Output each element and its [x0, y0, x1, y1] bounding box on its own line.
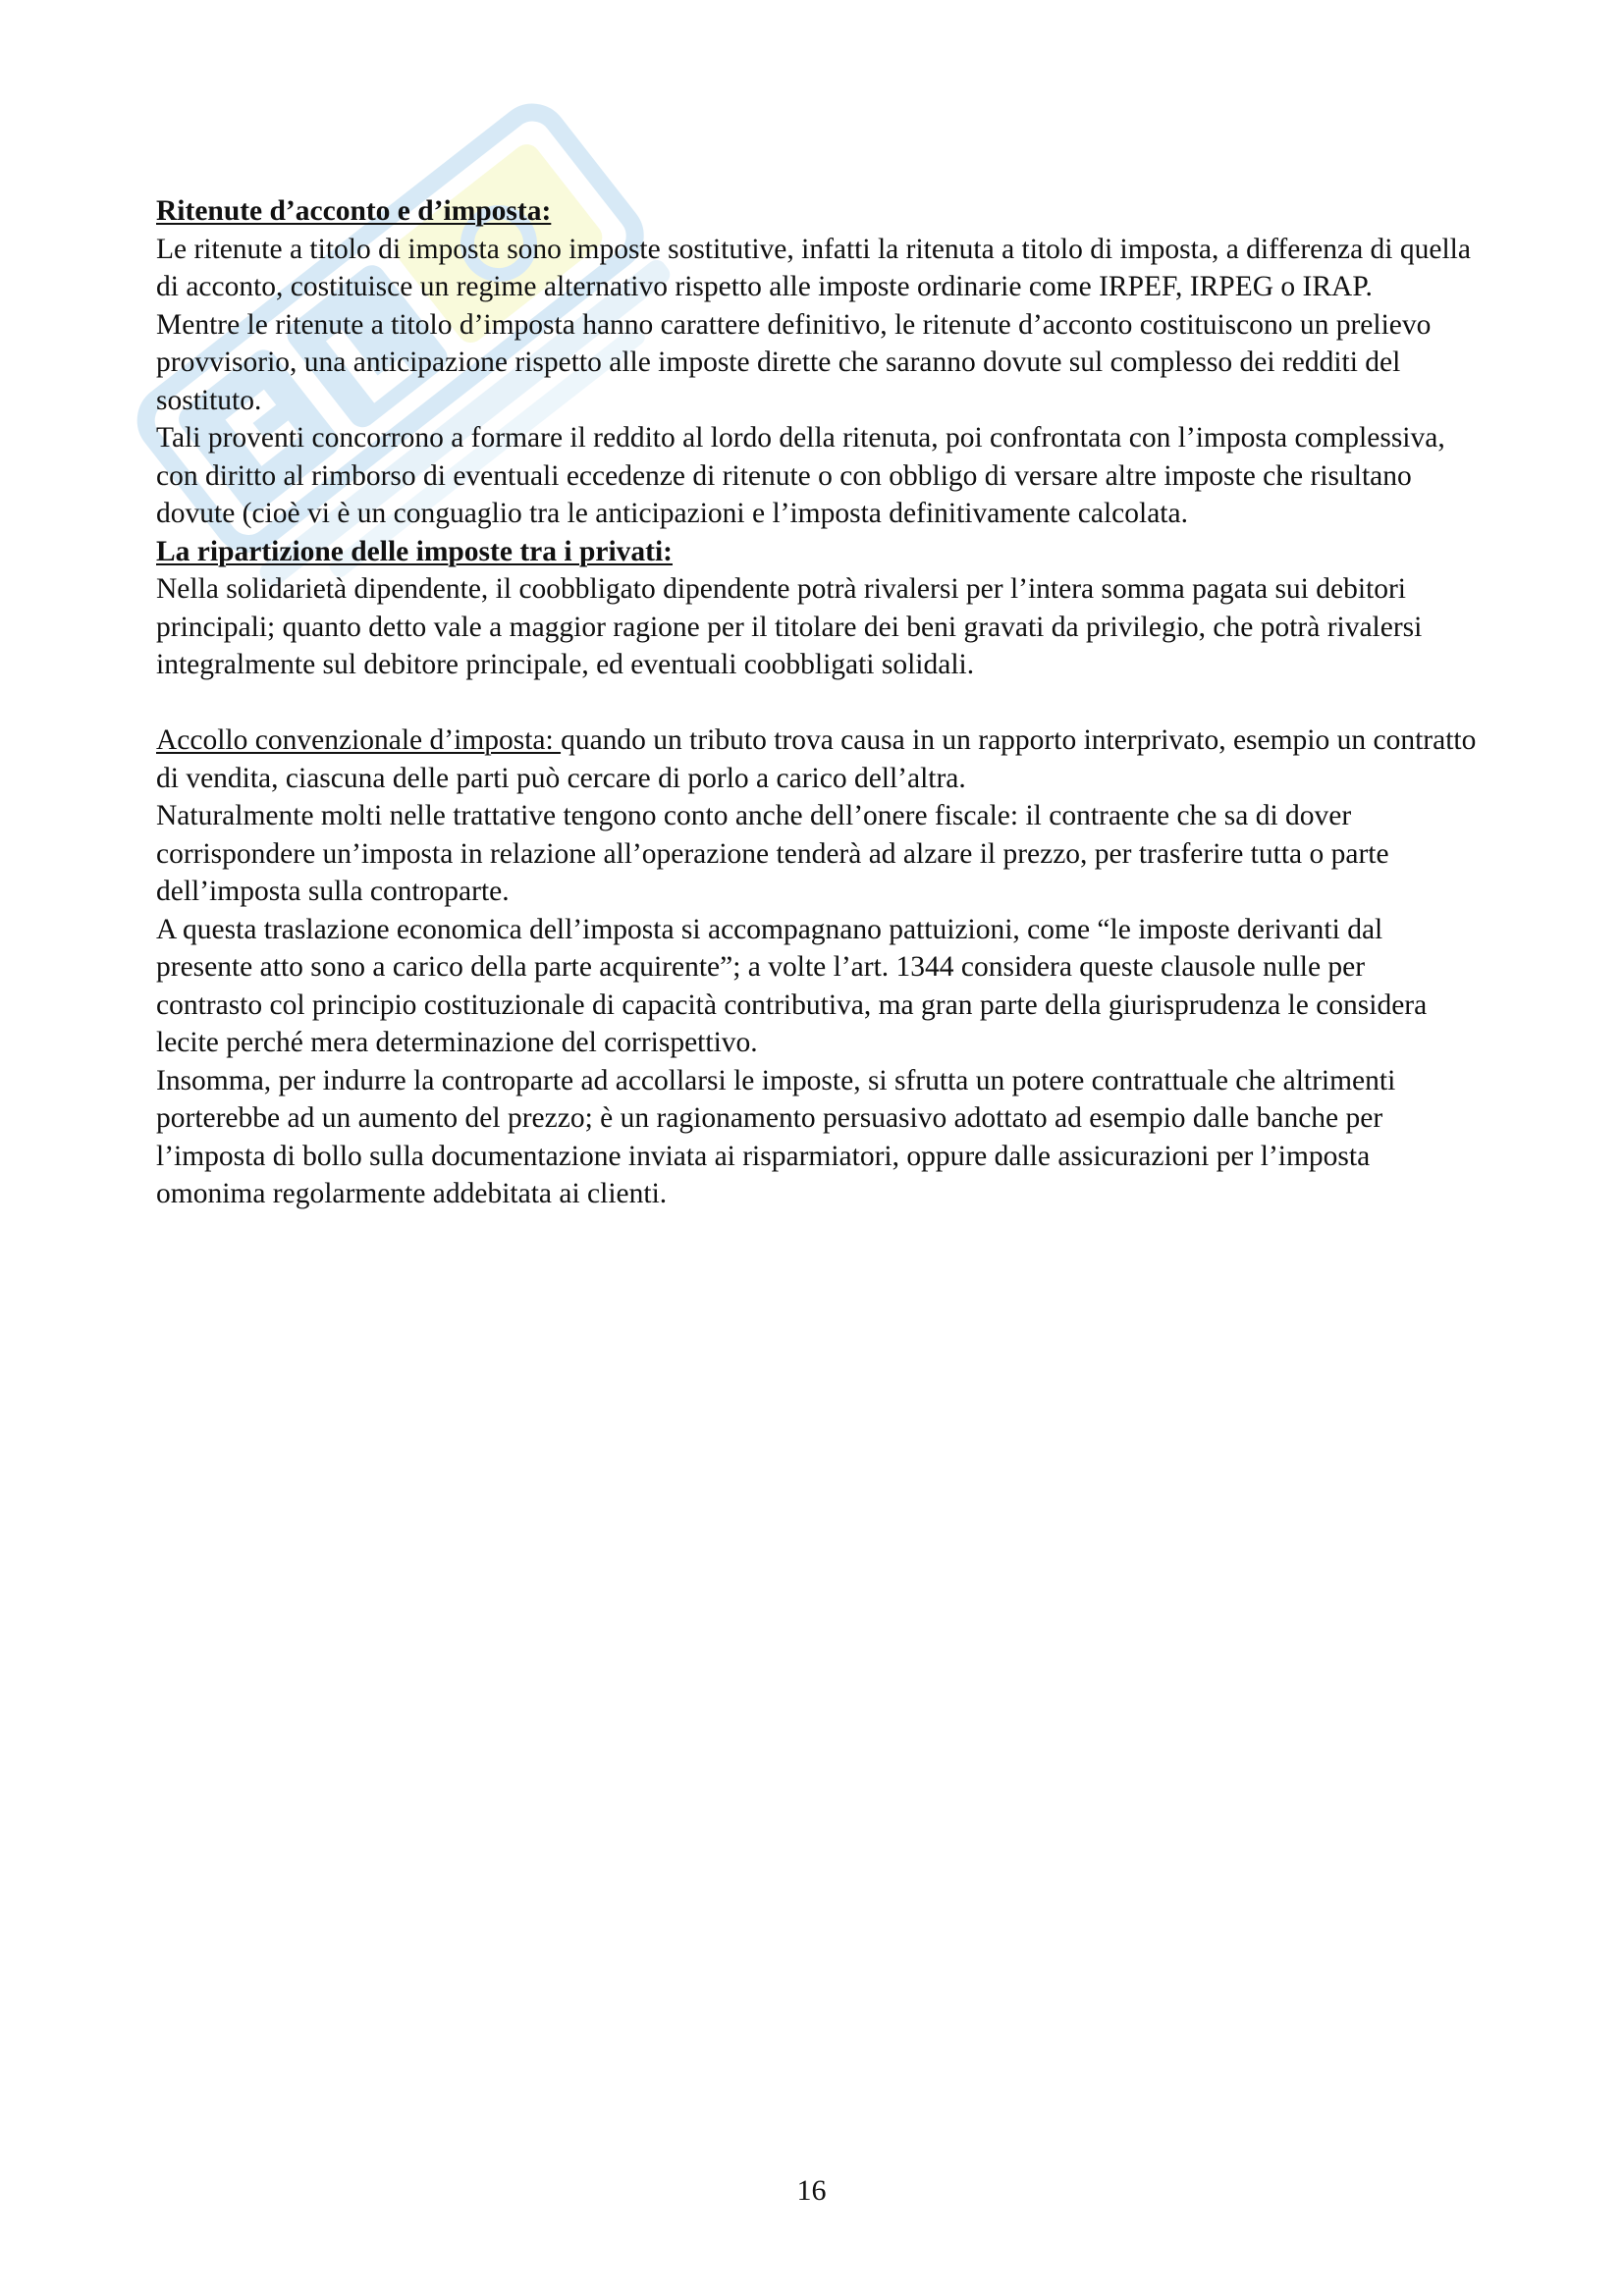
page-number: 16 [796, 2174, 827, 2207]
paragraph: Insomma, per indurre la controparte ad accollarsi le imposte, si sfrutta un potere contrattuale che altrimenti porterebbe ad un aumento del prezzo; è un ragionamento persuasivo adottato ad esempio dalle banche per l’imposta di bollo sulla documentazione inviata ai risparmiatori, oppure dalle assicurazioni per l’imposta omonima regolarmente addebitata ai clienti. [156, 1064, 1396, 1209]
paragraph-spacer [156, 684, 1477, 722]
inline-heading-accollo: Accollo convenzionale d’imposta: [156, 724, 562, 756]
paragraph: A questa traslazione economica dell’imposta si accompagnano pattuizioni, come “le imposte derivanti dal presente atto sono a carico della parte acquirente”; a volte l’art. 1344 considera queste clausole nulle per contrasto col principio costituzionale di capacità contributiva, ma gran parte della giurisprudenza le considera lecite perché mera determinazione del corrispettivo. [156, 913, 1428, 1058]
paragraph: Nella solidarietà dipendente, il coobbligato dipendente potrà rivalersi per l’intera somma pagata sui debitori principali; quanto detto vale a maggior ragione per il titolare dei beni gravati da privilegio, che potrà rivalersi integralmente sul debitore principale, ed eventuali coobbligati solidali. [156, 573, 1423, 680]
paragraph: Mentre le ritenute a titolo d’imposta hanno carattere definitivo, le ritenute d’acconto costituiscono un prelievo provvisorio, una anticipazione rispetto alle imposte dirette che saranno dovute sul complesso dei redditi del sostituto. [156, 308, 1432, 416]
paragraph: Tali proventi concorrono a formare il reddito al lordo della ritenuta, poi confrontata con l’imposta complessiva, con diritto al rimborso di eventuali eccedenze di ritenute o con obbligo di versare altre imposte che risultano dovute (cioè vi è un conguaglio tra le anticipazioni e l’imposta definitivamente calcolata. [156, 422, 1445, 529]
paragraph: Le ritenute a titolo di imposta sono imposte sostitutive, infatti la ritenuta a titolo di imposta, a differenza di quella di acconto, costituisce un regime alternativo rispetto alle imposte ordinarie come IRPEF, IRPEG o IRAP. [156, 233, 1471, 302]
paragraph: Naturalmente molti nelle trattative tengono conto anche dell’onere fiscale: il contraente che sa di dover corrispondere un’imposta in relazione all’operazione tenderà ad alzare il prezzo, per trasferire tutta o parte dell’imposta sulla controparte. [156, 800, 1389, 907]
section-heading-ripartizione: La ripartizione delle imposte tra i privati: [156, 535, 673, 567]
paragraph-accollo-text: quando un tributo trova causa in un rapporto interprivato, esempio un contratto di vendita, ciascuna delle parti può cercare di porlo a carico dell’altra. [156, 724, 1477, 794]
document-body [156, 192, 1477, 1213]
section-heading-ritenute: Ritenute d’acconto e d’imposta: [156, 195, 552, 227]
paragraph-accollo [156, 721, 1477, 797]
